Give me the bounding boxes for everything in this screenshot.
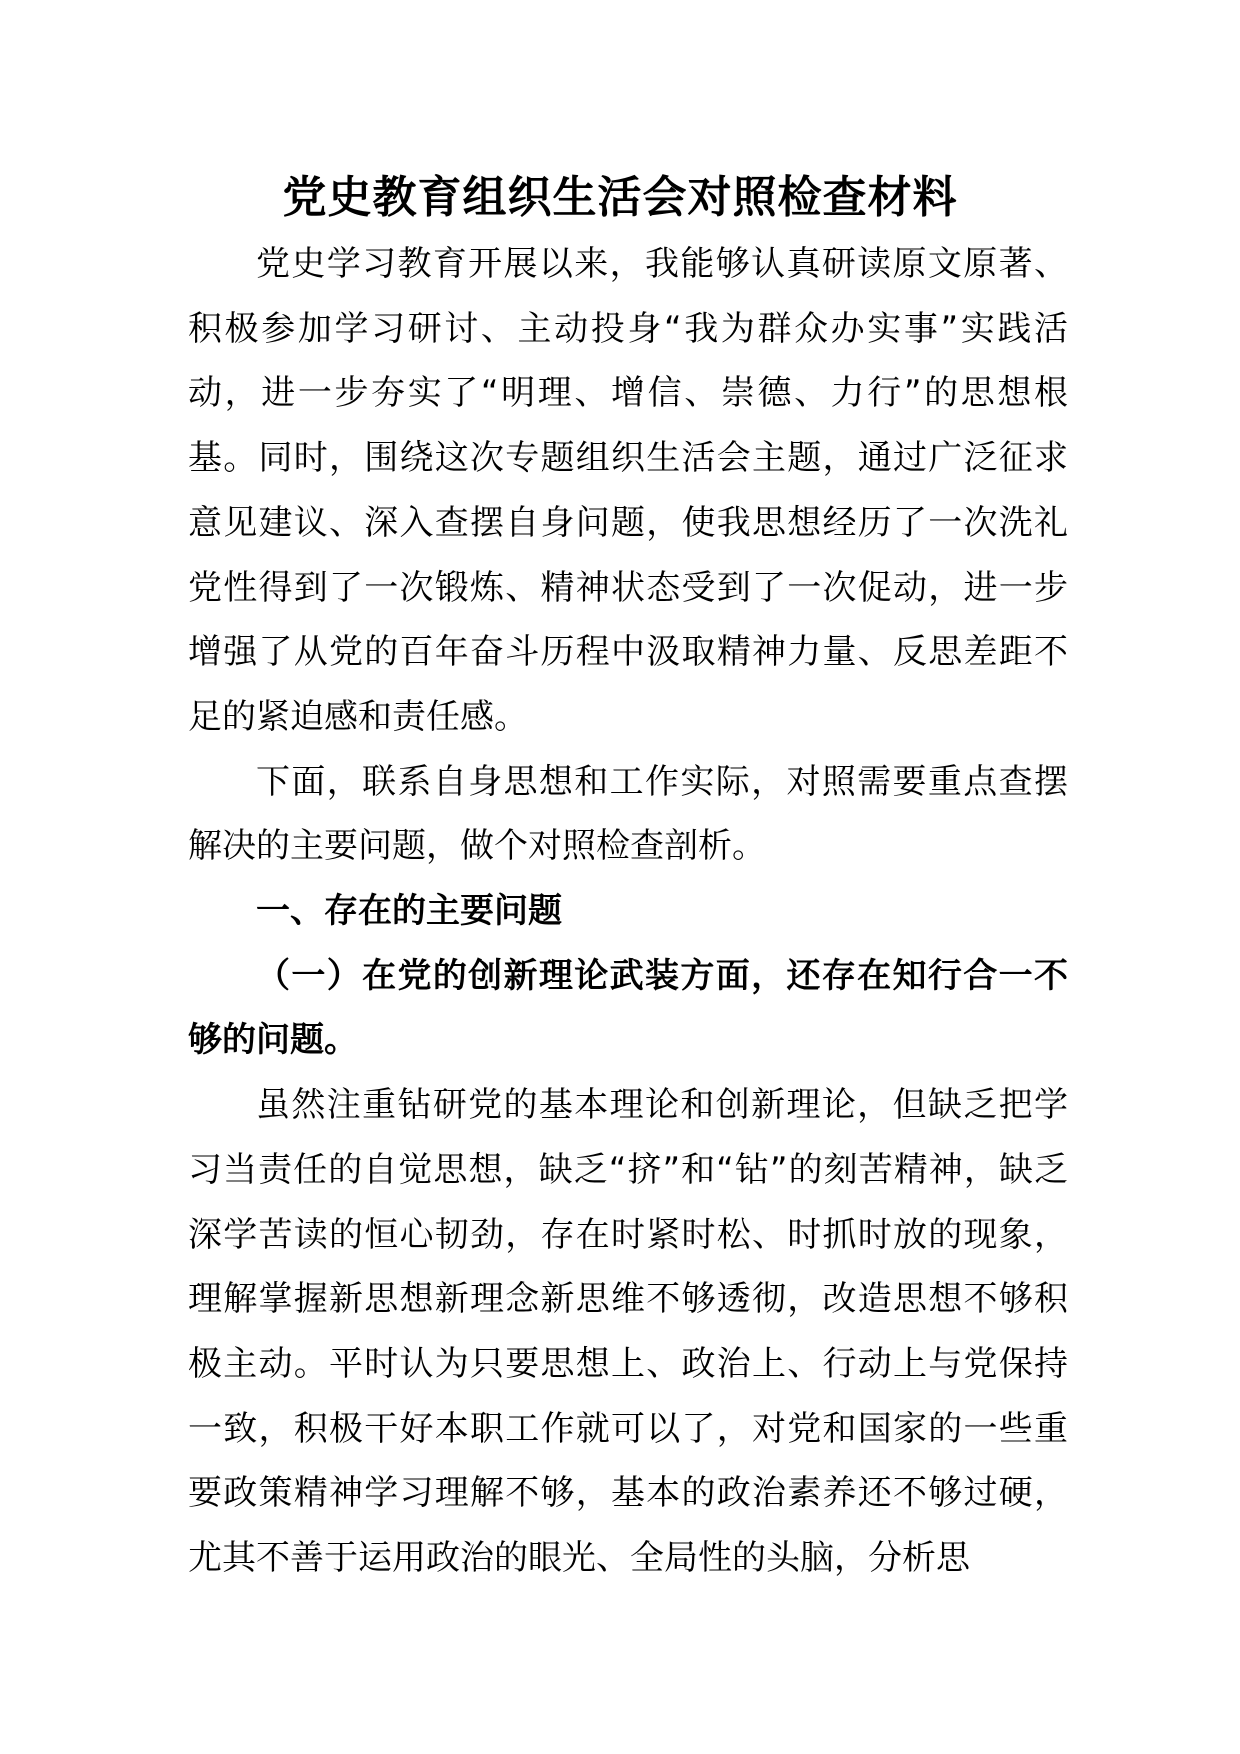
intro-paragraph: 党史学习教育开展以来，我能够认真研读原文原著、积极参加学习研讨、主动投身“我为群众办实事”实践活动，进一步夯实了“明理、增信、崇德、力行”的思想根基。同时，围绕这次专题组织生活会主题，通过广泛征求意见建议、深入查摆自身问题，使我思想经历了一次洗礼党性得到了一次锻炼、精神状态受到了一次促动，进一步增强了从党的百年奋斗历程中汲取精神力量、反思差距不足的紧迫感和责任感。 xyxy=(188,244,1068,737)
document-body xyxy=(188,232,1068,1591)
subsection-paragraph: 虽然注重钻研党的基本理论和创新理论，但缺乏把学习当责任的自觉思想，缺乏“挤”和“钻”的刻苦精神，缺乏深学苦读的恒心韧劲，存在时紧时松、时抓时放的现象，理解掌握新思想新理念新思维不够透彻，改造思想不够积极主动。平时认为只要思想上、政治上、行动上与党保持一致，积极干好本职工作就可以了，对党和国家的一些重要政策精神学习理解不够，基本的政治素养还不够过硬，尤其不善于运用政治的眼光、全局性的头脑，分析思 xyxy=(188,1085,1068,1579)
subsection-heading: （一）在党的创新理论武装方面，还存在知行合一不够的问题。 xyxy=(188,955,1068,1061)
transition-paragraph: 下面，联系自身思想和工作实际，对照需要重点查摆解决的主要问题，做个对照检查剖析。 xyxy=(188,761,1068,867)
document-title: 党史教育组织生活会对照检查材料 xyxy=(282,172,958,223)
section-heading: 一、存在的主要问题 xyxy=(256,891,562,932)
